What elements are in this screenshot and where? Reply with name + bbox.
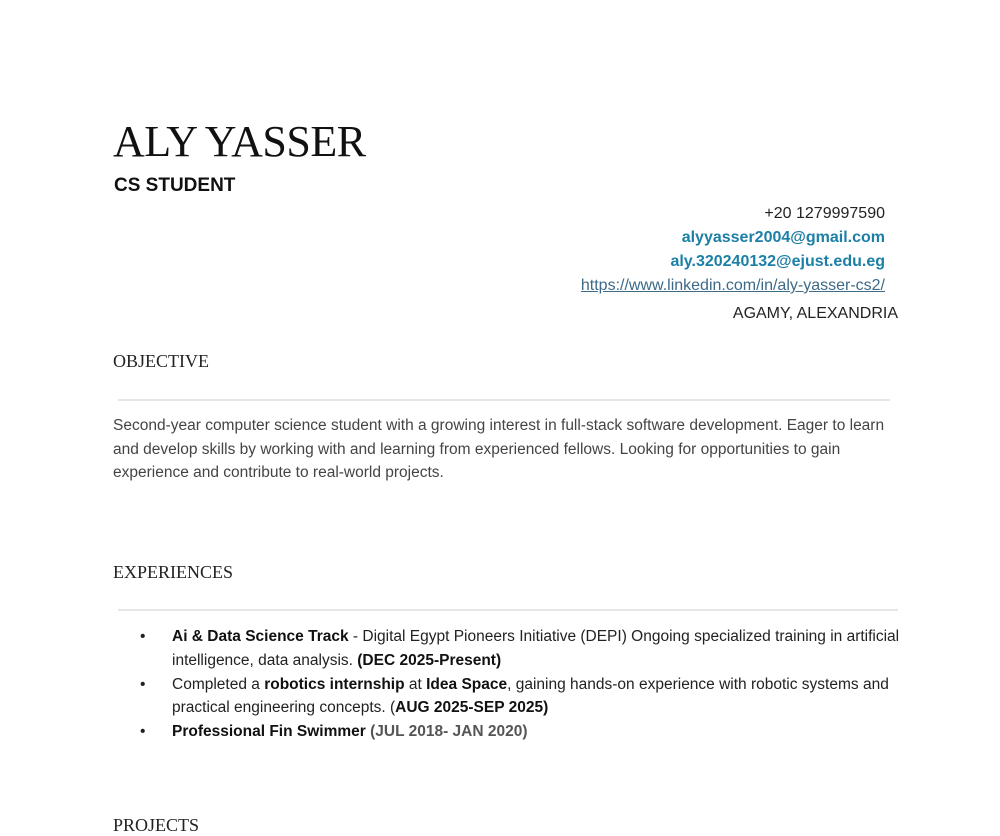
experience-item	[140, 720, 910, 744]
experience-org: Idea Space	[426, 675, 508, 693]
experience-item	[140, 625, 910, 673]
experiences-divider	[118, 609, 898, 611]
experience-prefix: Completed a	[172, 675, 265, 693]
candidate-title: CS STUDENT	[114, 175, 236, 196]
experience-dates: (JUL 2018- JAN 2020)	[365, 723, 528, 741]
objective-divider	[118, 399, 890, 401]
university-email-link[interactable]: aly.320240132@ejust.edu.eg	[670, 253, 885, 270]
candidate-name: ALY YASSER	[113, 117, 366, 166]
bullet-icon: •	[140, 675, 146, 693]
experience-role: robotics internship	[264, 675, 405, 693]
bullet-icon: •	[140, 628, 146, 645]
personal-email-link[interactable]: alyyasser2004@gmail.com	[681, 229, 885, 246]
phone-number: +20 1279997590	[764, 205, 885, 222]
experience-dates: (DEC 2025-Present)	[357, 651, 502, 669]
experience-description: , gaining hands-on experience with robotic systems and practical engineering concepts. (	[172, 675, 889, 717]
experience-dates: AUG 2025-SEP 2025)	[395, 699, 549, 717]
experience-description: - Digital Egypt Pioneers Initiative (DEPI) Ongoing specialized training in artificial intelligence, data analysis.	[172, 628, 900, 669]
bullet-icon: •	[140, 723, 146, 741]
experience-title: Ai & Data Science Track	[172, 628, 349, 645]
linkedin-link[interactable]: https://www.linkedin.com/in/aly-yasser-cs2/	[580, 277, 885, 294]
experience-title: Professional Fin Swimmer	[172, 723, 366, 741]
experience-list	[140, 625, 910, 744]
experience-connector: at	[404, 675, 427, 693]
objective-heading: OBJECTIVE	[113, 351, 209, 371]
objective-text: Second-year computer science student with a growing interest in full-stack software development. Eager to learn and develop skills by working with and learning from experienced fellows. Looking for opportunities to gain experience and contribute to real-world projects.	[113, 417, 885, 481]
projects-heading: PROJECTS	[113, 815, 200, 835]
experience-item	[140, 673, 910, 721]
experiences-heading: EXPERIENCES	[113, 562, 234, 582]
location: AGAMY, ALEXANDRIA	[732, 305, 898, 322]
